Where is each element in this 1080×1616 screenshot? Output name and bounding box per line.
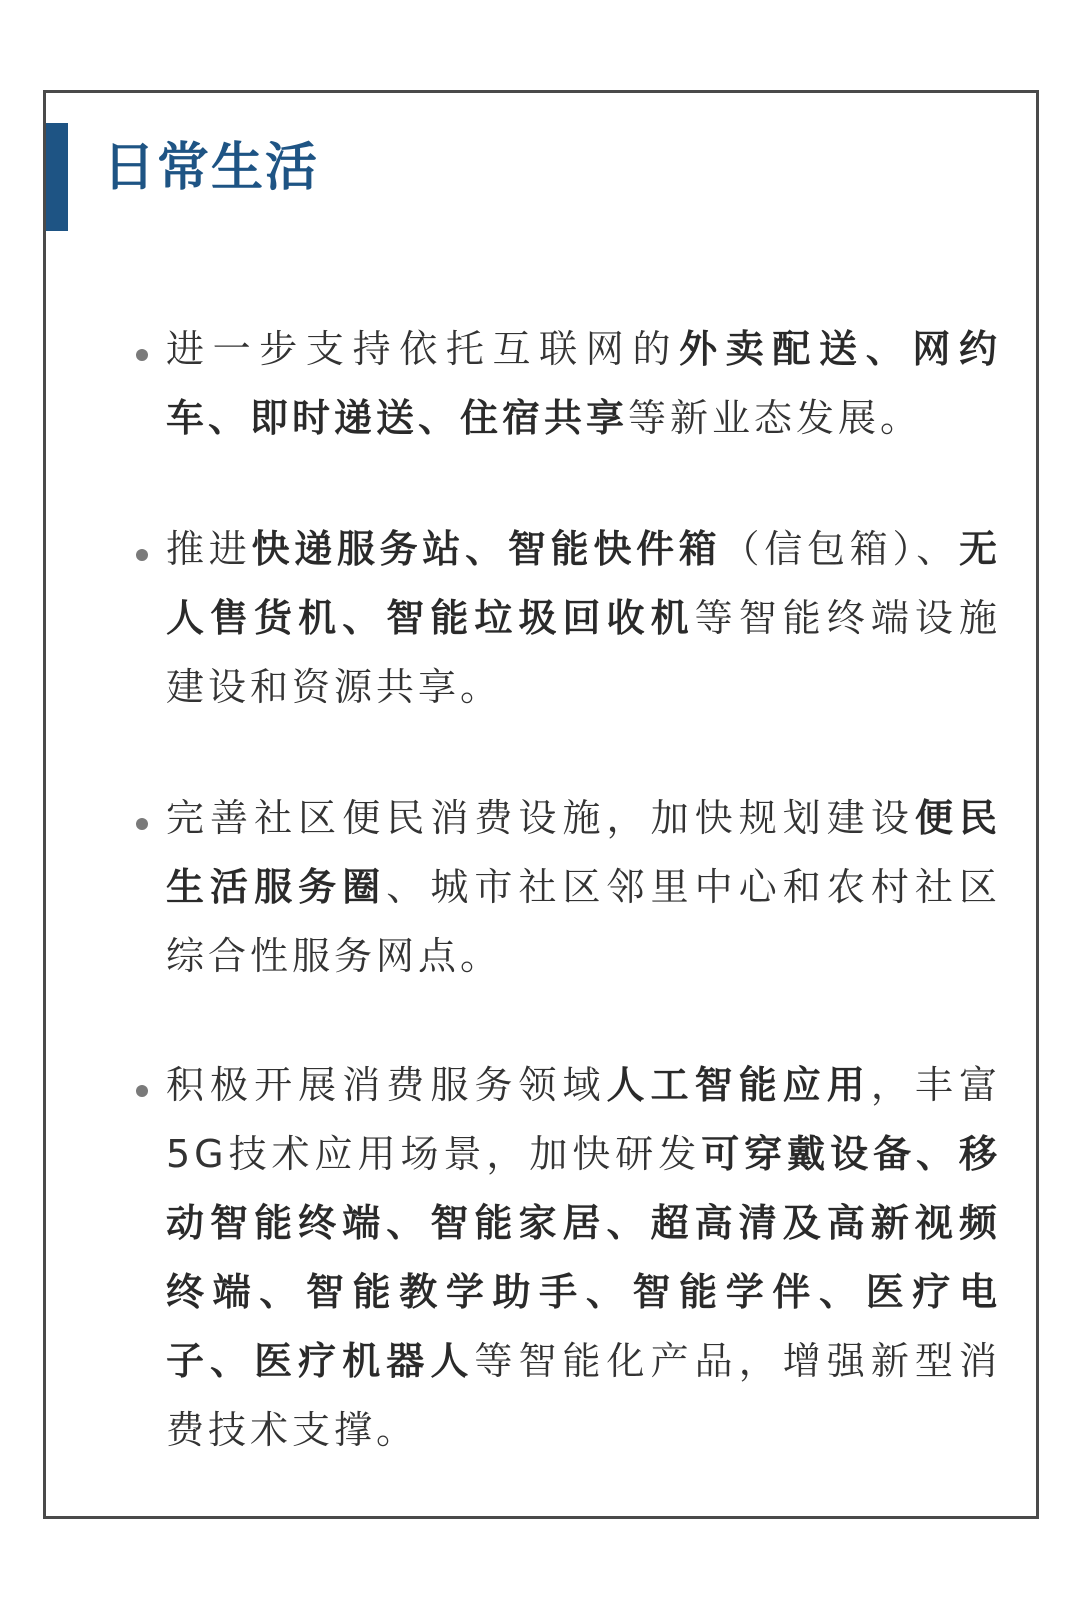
list-item [166, 515, 1001, 722]
body-text: 、城市社区邻里中心和农村社区综合性服务网点。 [166, 865, 1001, 978]
body-text: 进一步支持依托互联网的 [166, 327, 680, 371]
bullet-icon [136, 1085, 148, 1097]
title-accent-bar [46, 123, 68, 231]
bullet-icon [136, 349, 148, 361]
body-text: 等智能化产品，增强新型消费技术支撑。 [166, 1339, 1001, 1452]
list-item [166, 784, 1001, 991]
bullet-icon [136, 549, 148, 561]
body-text: 积极开展消费服务领域 [166, 1063, 607, 1107]
highlight-text: 快递服务站、智能快件箱 [251, 527, 722, 571]
body-text: 等新业态发展。 [628, 396, 923, 440]
body-text: ，丰富5G技术应用场景，加快研发 [166, 1063, 1001, 1176]
body-text: （信包箱）、 [721, 527, 959, 571]
highlight-text: 可穿戴设备、移动智能终端、智能家居、超高清及高新视频终端、智能教学助手、智能学伴、医疗电子、医疗机器人 [166, 1132, 1001, 1383]
body-text: 推进 [166, 527, 252, 571]
highlight-text: 无人售货机、智能垃圾回收机 [166, 527, 1001, 640]
highlight-text: 便民生活服务圈 [166, 796, 1001, 909]
highlight-text: 人工智能应用 [606, 1063, 871, 1107]
body-text: 完善社区便民消费设施，加快规划建设 [166, 796, 915, 840]
bullet-icon [136, 818, 148, 830]
list-item [166, 315, 1001, 453]
highlight-text: 外卖配送、网约车、即时递送、住宿共享 [166, 327, 1001, 440]
list-item [166, 1051, 1001, 1465]
body-text: 等智能终端设施建设和资源共享。 [166, 596, 1001, 709]
section-title: 日常生活 [103, 138, 320, 198]
content-card [43, 90, 1039, 1519]
